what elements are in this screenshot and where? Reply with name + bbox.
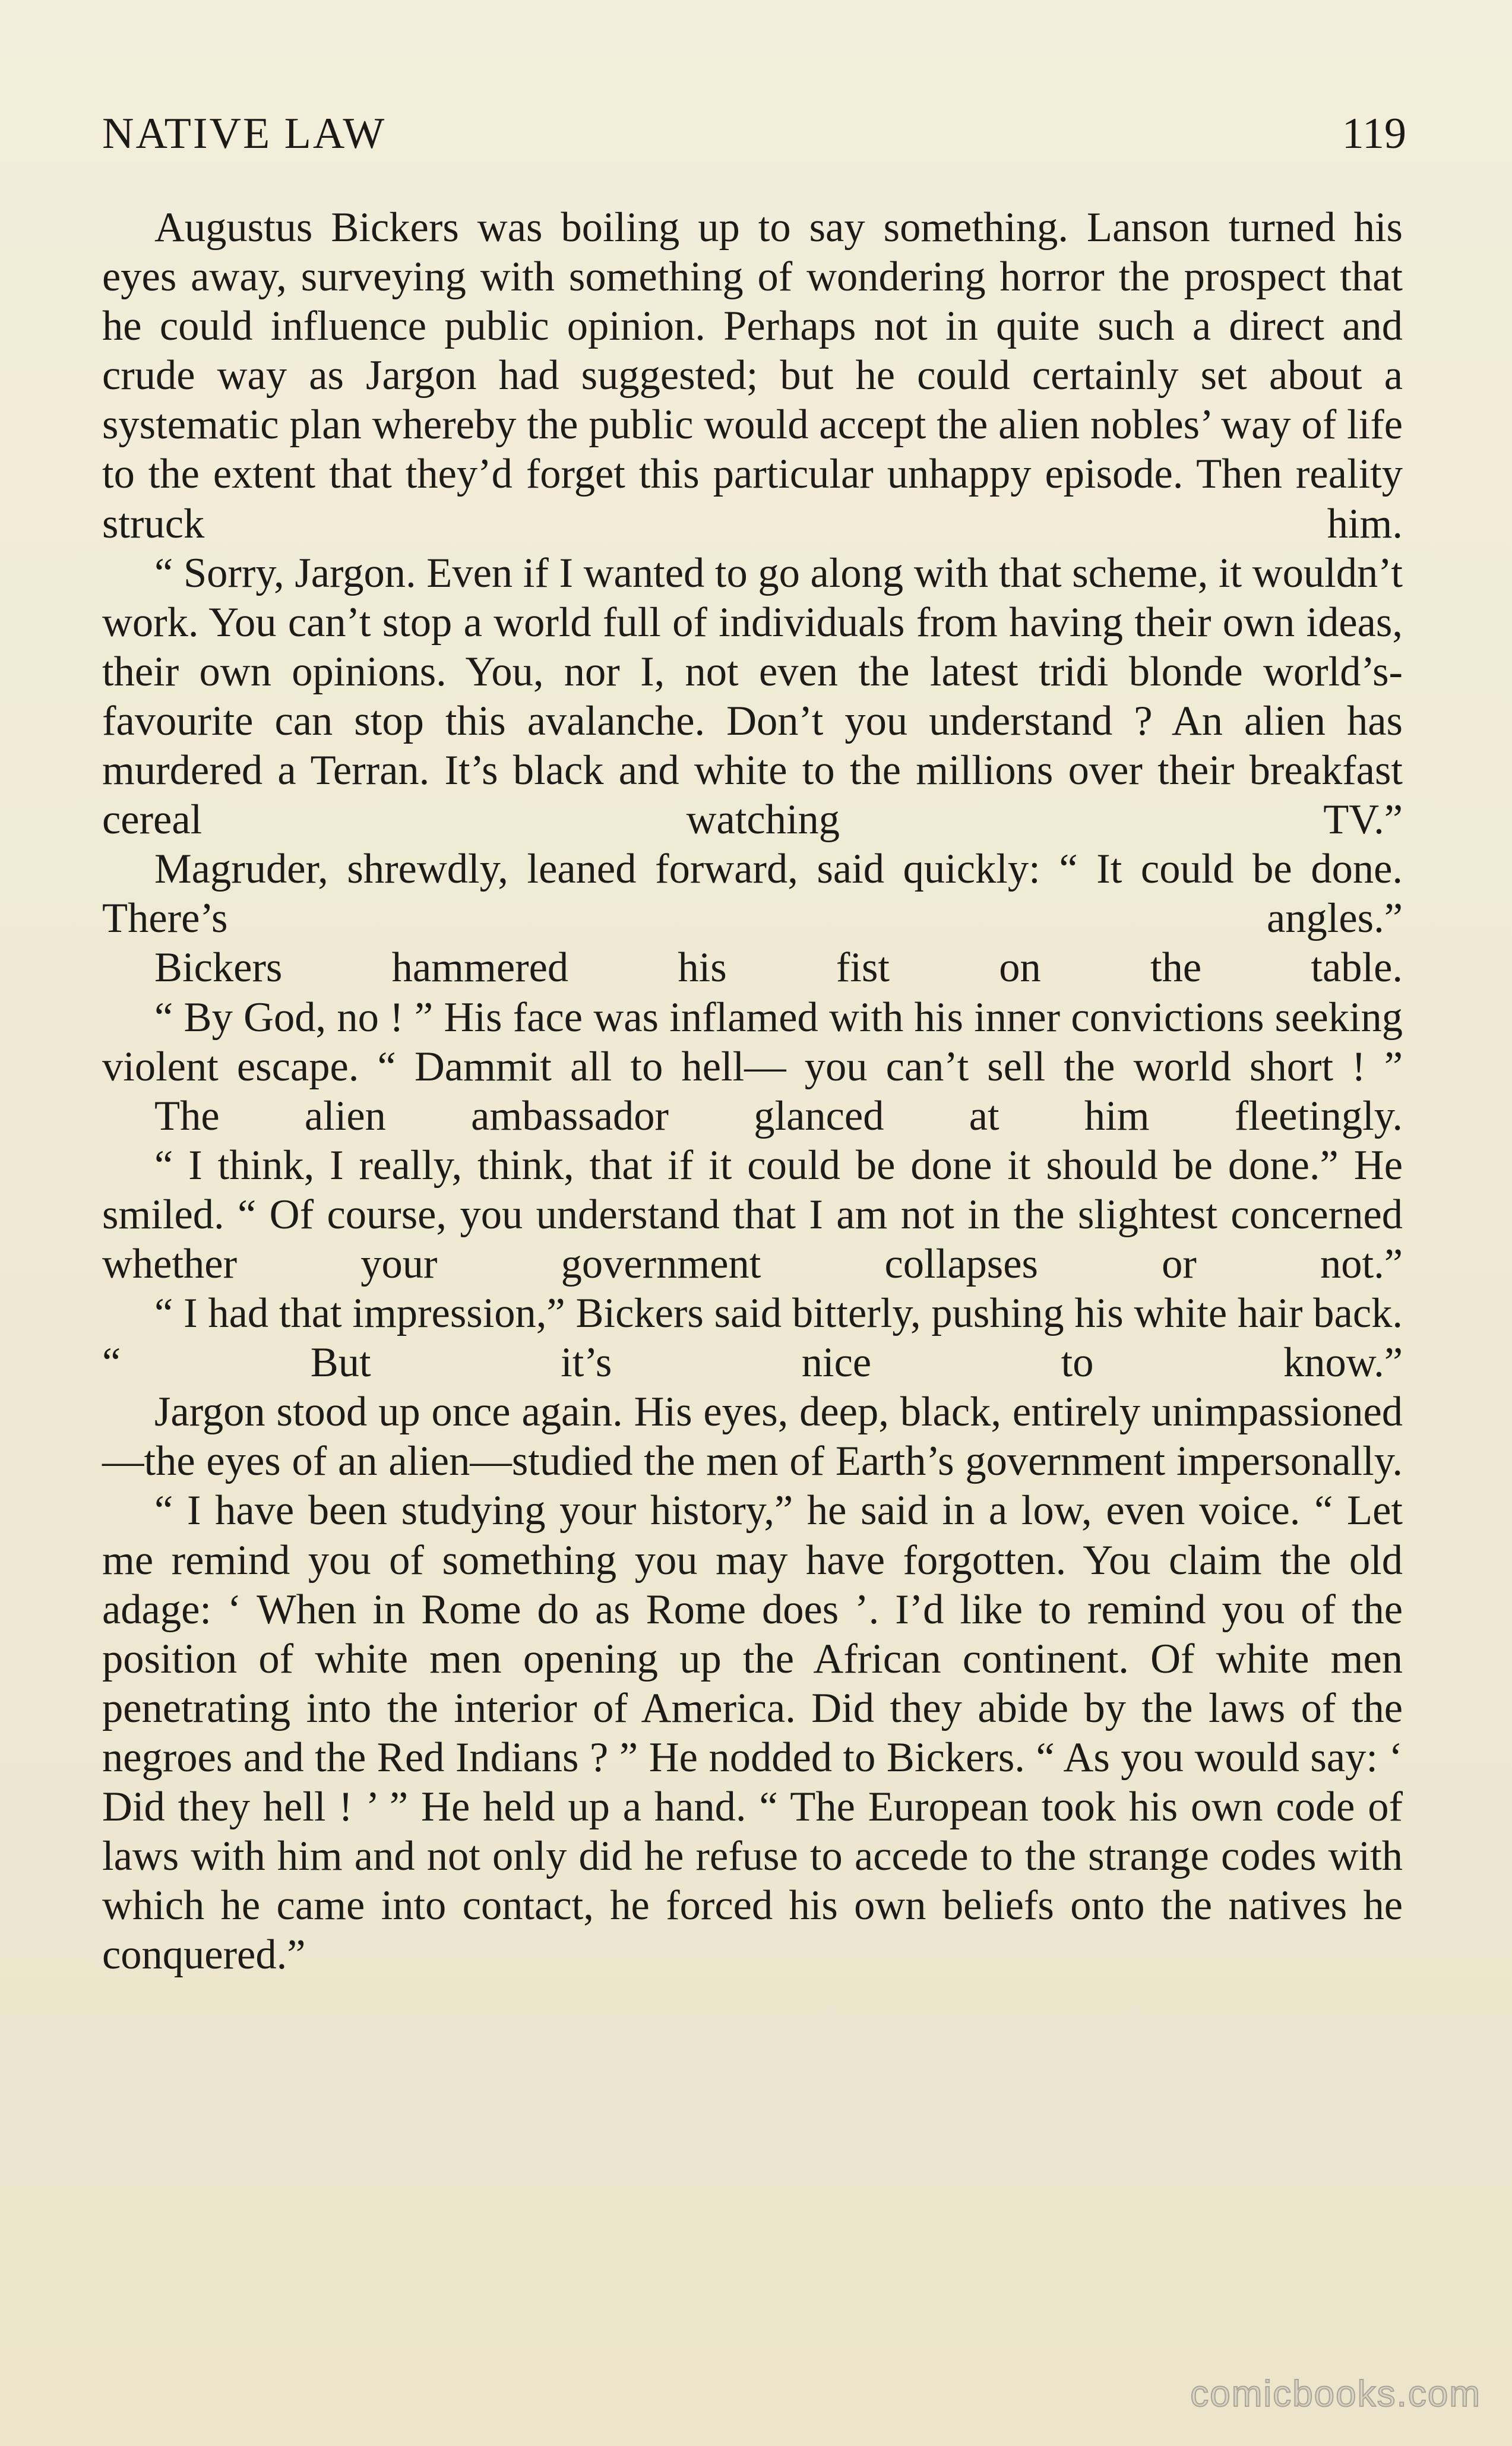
body-text (102, 203, 1403, 1980)
paragraph: Jargon stood up once again. His eyes, deep, black, entirely unimpassioned—the eyes of an alien—studied the men of Earth’s government impersonally. (102, 1389, 1403, 1485)
paragraph: “ I had that impression,” Bickers said bitterly, pushing his white hair back. “ But it’s nice to know.” (102, 1290, 1403, 1386)
paragraph: Magruder, shrewdly, leaned forward, said quickly: “ It could be done. There’s angles.” (102, 846, 1403, 942)
running-head: NATIVE LAW (102, 109, 387, 158)
page-number: 119 (1342, 109, 1406, 158)
paragraph: “ I have been studying your history,” he said in a low, even voice. “ Let me remind you of something you may have forgotten. You claim the old adage: ‘ When in Rome do as Rome does ’. I’d like to remind you of the position of white men opening up the African continent. Of white men penetrating into the interior of America. Did they abide by the laws of the negroes and the Red Indians ? ” He nodded to Bickers. “ As you would say: ‘ Did they hell ! ’ ” He held up a hand. “ The European took his own code of laws with him and not only did he refuse to accede to the strange codes with which he came into contact, he forced his own beliefs onto the natives he conquered.” (102, 1487, 1403, 1979)
paragraph: “ I think, I really, think, that if it could be done it should be done.” He smiled. “ Of course, you understand that I am not in the slightest concerned whether your government collapses or not.” (102, 1142, 1403, 1287)
paragraph: Bickers hammered his fist on the table. (154, 944, 1403, 991)
page-header (102, 101, 1406, 166)
paragraph: “ By God, no ! ” His face was inflamed with his inner convictions seeking violent escape. “ Dammit all to hell— you can’t sell the world short ! ” (102, 994, 1403, 1090)
paragraph: Augustus Bickers was boiling up to say something. Lanson turned his eyes away, surveying with something of wondering horror the prospect that he could influence public opinion. Perhaps not in quite such a direct and crude way as Jargon had suggested; but he could certainly set about a systematic plan whereby the public would accept the alien nobles’ way of life to the extent that they’d forget this particular unhappy episode. Then reality struck him. (102, 204, 1403, 547)
paragraph: The alien ambassador glanced at him fleetingly. (154, 1092, 1403, 1139)
paragraph: “ Sorry, Jargon. Even if I wanted to go along with that scheme, it wouldn’t work. You can’t stop a world full of individuals from having their own ideas, their own opinions. You, nor I, not even the latest tridi blonde world’s-favourite can stop this avalanche. Don’t you understand ? An alien has murdered a Terran. It’s black and white to the millions over their breakfast cereal watching TV.” (102, 549, 1403, 843)
watermark: comicbooks.com (1190, 2374, 1481, 2415)
